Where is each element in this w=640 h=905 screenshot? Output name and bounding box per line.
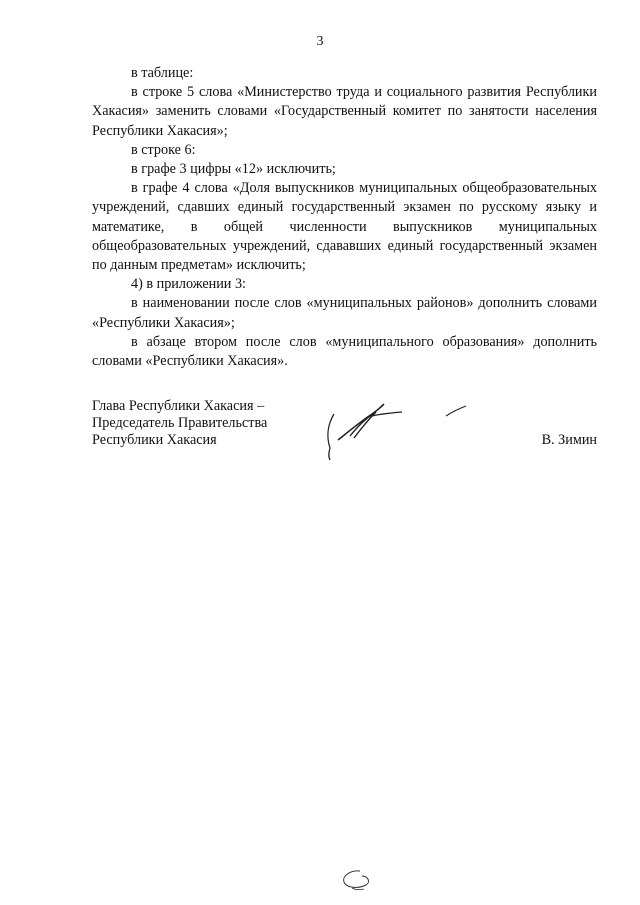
paragraph: в графе 4 слова «Доля выпускников муниципальных общеобразовательных учреждений, сдавших единый государственный экзамен по русскому языку и математике, в общей численности выпускников муниципальных общеобразовательных учреждений, сдававших единый государственный экзамен по данным предметам» исключить; [92,180,597,274]
page-number: 3 [316,34,324,49]
handwritten-mark-icon [338,868,378,892]
signatory-position [92,398,267,449]
position-line: Глава Республики Хакасия – [92,398,265,414]
paragraph: в строке 6: [131,141,196,158]
handwritten-signature-icon [320,396,480,466]
paragraph: в графе 3 цифры «12» исключить; [131,161,336,178]
signatory-name: В. Зимин [541,432,597,448]
paragraph: в строке 5 слова «Министерство труда и социального развития Республики Хакасия» заменить словами «Государственный комитет по занятости населения Республики Хакасия»; [92,84,597,139]
paragraph: 4) в приложении 3: [131,276,246,293]
paragraph: в таблице: [131,65,194,81]
paragraph: в наименовании после слов «муниципальных районов» дополнить словами «Республики Хакасия»; [92,295,597,331]
position-line: Председатель Правительства [92,415,268,431]
document-body [92,64,597,371]
position-line: Республики Хакасия [92,432,217,448]
paragraph: в абзаце втором после слов «муниципального образования» дополнить словами «Республики Хакасия». [92,333,597,370]
